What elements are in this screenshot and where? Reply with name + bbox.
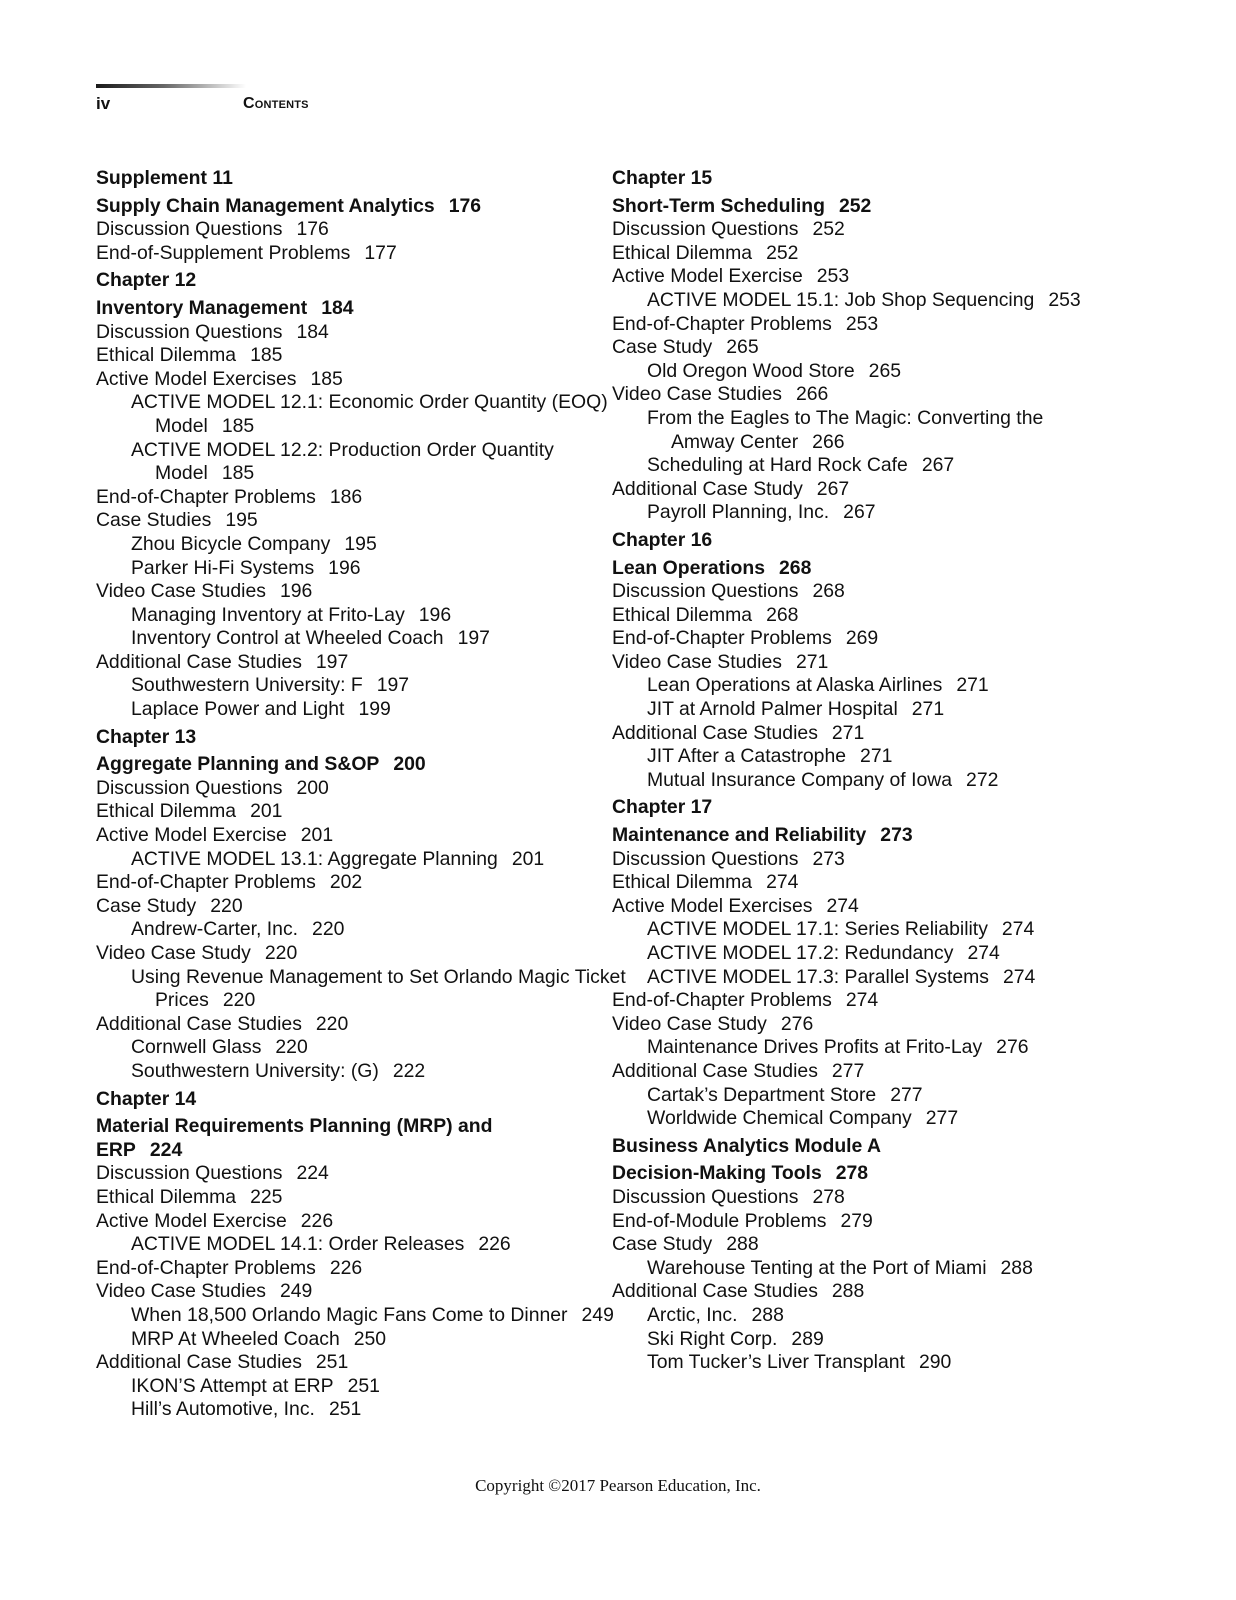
toc-entry-text: Ski Right Corp. <box>647 1327 778 1350</box>
toc-page-number: 220 <box>312 918 345 941</box>
toc-page-number: 288 <box>726 1233 759 1256</box>
toc-page-number: 272 <box>966 768 999 791</box>
toc-entry-text: ACTIVE MODEL 13.1: Aggregate Planning <box>131 847 498 870</box>
toc-entry-text: Discussion Questions <box>612 580 799 603</box>
toc-entry <box>96 1210 606 1234</box>
toc-entry-text: End-of-Chapter Problems <box>612 312 832 335</box>
toc-page-number: 220 <box>264 942 298 964</box>
toc-entry-text: Video Case Studies <box>612 383 782 406</box>
toc-entry <box>96 580 606 604</box>
toc-entry-text: Active Model Exercise <box>96 824 287 847</box>
toc-entry <box>612 265 1172 289</box>
toc-entry-text: Ethical Dilemma <box>612 241 753 264</box>
toc-page-number: 266 <box>795 383 829 406</box>
toc-entry-text: Lean Operations <box>612 556 766 579</box>
toc-entry-text: Video Case Study <box>612 1012 767 1035</box>
toc-page-number: 196 <box>279 580 313 603</box>
toc-entry <box>96 651 606 675</box>
toc-entry-text: Ethical Dilemma <box>96 344 237 367</box>
toc-entry <box>612 1210 1172 1234</box>
toc-entry-text: Parker Hi-Fi Systems <box>131 556 315 579</box>
toc-page-number: 185 <box>250 344 283 367</box>
toc-page-number: 268 <box>779 556 812 579</box>
toc-entry <box>612 698 1172 722</box>
toc-entry <box>96 344 606 368</box>
toc-entry <box>612 313 1172 337</box>
toc-page-number: 274 <box>766 871 799 894</box>
toc-entry <box>612 966 1172 990</box>
toc-page-number: 274 <box>967 942 1000 964</box>
toc-entry-text: Short-Term Scheduling <box>612 194 825 217</box>
toc-entry-text: Additional Case Studies <box>96 1012 302 1035</box>
toc-entry <box>96 368 606 392</box>
toc-page-number: 276 <box>996 1036 1029 1059</box>
toc-entry-text: ACTIVE MODEL 17.1: Series Reliability <box>647 918 988 941</box>
toc-page-number: 267 <box>816 477 850 500</box>
toc-page-number: 224 <box>296 1162 329 1185</box>
toc-entry <box>96 604 606 628</box>
toc-page-number: 220 <box>222 989 256 1012</box>
toc-page-number: 197 <box>315 650 349 673</box>
toc-entry-text: Discussion Questions <box>96 218 283 241</box>
toc-section-heading <box>612 529 1172 553</box>
toc-page-number: 251 <box>315 1351 349 1374</box>
toc-page-number: 185 <box>310 367 343 390</box>
toc-page-number: 195 <box>225 509 258 532</box>
toc-entry-text: End-of-Module Problems <box>612 1209 827 1232</box>
toc-entry <box>612 383 1172 407</box>
toc-entry <box>96 942 606 966</box>
toc-entry-text: Video Case Studies <box>96 1280 266 1303</box>
toc-entry <box>612 1186 1172 1210</box>
toc-entry <box>96 871 606 895</box>
toc-entry <box>96 1304 630 1328</box>
toc-page-number: 288 <box>1000 1256 1033 1279</box>
toc-entry <box>96 800 606 824</box>
toc-entry-text: JIT After a Catastrophe <box>647 745 847 768</box>
toc-entry-text: Tom Tucker’s Liver Transplant <box>647 1351 905 1374</box>
toc-entry-text: ACTIVE MODEL 12.1: Economic Order Quantity (EOQ) Model <box>131 391 608 437</box>
toc-entry-text: Additional Case Study <box>612 477 803 500</box>
toc-page-number: 278 <box>835 1162 869 1185</box>
toc-entry-text: Southwestern University: (G) <box>131 1059 379 1082</box>
toc-page-number: 251 <box>347 1374 380 1397</box>
toc-entry <box>96 391 630 438</box>
toc-entry <box>96 1375 606 1399</box>
toc-entry-text: Additional Case Studies <box>612 1059 818 1082</box>
toc-page-number: 196 <box>328 556 361 579</box>
toc-entry-text: Decision-Making Tools <box>612 1162 822 1185</box>
toc-page-number: 252 <box>766 241 799 264</box>
toc-section-heading <box>96 269 606 293</box>
toc-entry-text: Additional Case Studies <box>96 1351 302 1374</box>
toc-entry-text: Case Study <box>96 894 197 917</box>
toc-entry <box>96 218 606 242</box>
toc-entry <box>96 918 606 942</box>
toc-entry <box>96 1328 606 1352</box>
toc-page-number: 266 <box>812 430 845 453</box>
toc-page-number: 274 <box>1001 918 1035 941</box>
toc-page-number: 289 <box>791 1327 824 1350</box>
toc-entry-text: Case Study <box>612 336 713 359</box>
toc-entry <box>96 895 606 919</box>
toc-page-number: 274 <box>1002 965 1036 988</box>
toc-page-number: 197 <box>376 674 410 697</box>
toc-page-number: 186 <box>329 485 363 508</box>
toc-entry <box>96 627 606 651</box>
toc-entry-text: Andrew-Carter, Inc. <box>131 918 299 941</box>
toc-page-number: 271 <box>831 721 865 744</box>
toc-entry <box>612 989 1172 1013</box>
toc-chapter-title <box>96 1115 516 1162</box>
running-head: Contents <box>243 95 309 112</box>
toc-page-number: 222 <box>392 1059 426 1082</box>
toc-page-number: 267 <box>921 454 955 477</box>
toc-chapter-title <box>612 1162 1172 1186</box>
toc-entry <box>612 722 1172 746</box>
toc-entry-text: Video Case Study <box>96 942 251 964</box>
toc-entry <box>612 1328 1172 1352</box>
toc-page-number: 176 <box>448 194 482 217</box>
toc-entry-text: Zhou Bicycle Company <box>131 532 331 555</box>
toc-entry-text: Active Model Exercises <box>612 894 813 917</box>
toc-page-number: 249 <box>581 1303 614 1326</box>
toc-chapter-title <box>612 195 1172 219</box>
toc-entry <box>612 918 1172 942</box>
toc-entry <box>612 769 1172 793</box>
toc-page-number: 273 <box>880 824 913 847</box>
toc-entry-text: Inventory Control at Wheeled Coach <box>131 627 444 650</box>
toc-page-number: 252 <box>838 194 872 217</box>
toc-entry-text: Maintenance and Reliability <box>612 824 867 847</box>
toc-entry <box>612 1233 1172 1257</box>
toc-entry <box>612 1304 1172 1328</box>
toc-entry <box>96 966 630 1013</box>
toc-entry-text: Chapter 14 <box>96 1087 197 1110</box>
toc-section-heading <box>612 167 1172 191</box>
toc-entry <box>96 1186 606 1210</box>
toc-entry-text: Supplement 11 <box>96 167 233 189</box>
toc-page-number: 176 <box>296 218 329 241</box>
toc-entry-text: Chapter 15 <box>612 167 713 189</box>
toc-page-number: 288 <box>751 1303 784 1326</box>
toc-entry-text: ACTIVE MODEL 17.2: Redundancy <box>647 942 954 964</box>
toc-entry <box>612 651 1172 675</box>
toc-entry-text: Ethical Dilemma <box>612 603 753 626</box>
toc-entry <box>612 407 1111 454</box>
toc-page-number: 185 <box>221 462 255 485</box>
toc-entry-text: JIT at Arnold Palmer Hospital <box>647 698 898 721</box>
toc-entry-text: Chapter 16 <box>612 528 713 551</box>
toc-page-number: 220 <box>315 1012 349 1035</box>
toc-page-number: 250 <box>353 1327 387 1350</box>
toc-entry-text: Ethical Dilemma <box>96 800 237 823</box>
toc-chapter-title <box>612 557 1172 581</box>
toc-entry <box>612 1107 1172 1131</box>
toc-entry-text: Scheduling at Hard Rock Cafe <box>647 454 908 477</box>
toc-entry-text: MRP At Wheeled Coach <box>131 1327 340 1350</box>
toc-section-heading <box>96 1088 606 1112</box>
toc-entry-text: Video Case Studies <box>96 580 266 603</box>
toc-page-number: 220 <box>275 1036 308 1059</box>
toc-page-number: 197 <box>457 627 490 650</box>
toc-entry-text: Supply Chain Management Analytics <box>96 194 435 217</box>
toc-page-number: 201 <box>300 824 334 847</box>
toc-entry-text: End-of-Chapter Problems <box>612 627 832 650</box>
toc-entry-text: Discussion Questions <box>612 1185 799 1208</box>
toc-entry-text: ACTIVE MODEL 12.2: Production Order Quantity Model <box>131 438 554 485</box>
toc-entry-text: Southwestern University: F <box>131 674 363 697</box>
toc-entry-text: Active Model Exercise <box>612 265 803 288</box>
toc-chapter-title <box>96 195 606 219</box>
toc-entry-text: Additional Case Studies <box>96 650 302 673</box>
toc-entry-text: Active Model Exercises <box>96 367 297 390</box>
toc-page-number: 253 <box>816 265 850 288</box>
toc-page-number: 271 <box>956 674 989 697</box>
toc-page-number: 271 <box>860 745 893 768</box>
toc-entry-text: Chapter 17 <box>612 796 713 819</box>
toc-entry-text: Aggregate Planning and S&OP <box>96 753 380 776</box>
toc-page-number: 277 <box>890 1083 923 1106</box>
toc-page-number: 253 <box>1048 288 1081 311</box>
toc-entry <box>612 360 1172 384</box>
toc-page-number: 271 <box>795 650 829 673</box>
toc-page-number: 201 <box>250 800 283 823</box>
toc-entry-text: End-of-Chapter Problems <box>96 871 316 894</box>
toc-section-heading <box>96 726 606 750</box>
toc-entry <box>612 580 1172 604</box>
toc-entry <box>96 1233 606 1257</box>
toc-entry <box>96 242 606 266</box>
toc-page-number: 276 <box>780 1012 814 1035</box>
toc-entry-text: End-of-Chapter Problems <box>612 989 832 1012</box>
toc-entry <box>96 1013 606 1037</box>
toc-page-number: 277 <box>925 1107 959 1130</box>
toc-page-number: 184 <box>296 320 329 343</box>
toc-entry <box>612 674 1172 698</box>
toc-page-number: 224 <box>149 1138 183 1161</box>
toc-page-number: 202 <box>329 871 363 894</box>
toc-page-number: 278 <box>812 1185 845 1208</box>
toc-entry <box>96 674 606 698</box>
toc-entry <box>612 745 1172 769</box>
toc-section-heading <box>612 796 1172 820</box>
toc-entry <box>612 604 1172 628</box>
toc-page-number: 271 <box>911 698 945 721</box>
toc-entry-text: End-of-Chapter Problems <box>96 485 316 508</box>
toc-page-number: 274 <box>826 894 859 917</box>
toc-entry-text: End-of-Chapter Problems <box>96 1256 316 1279</box>
toc-entry <box>612 1060 1172 1084</box>
toc-section-heading <box>96 167 606 191</box>
toc-page-number: 200 <box>296 776 329 799</box>
toc-entry-text: IKON’S Attempt at ERP <box>131 1374 334 1397</box>
toc-page-number: 268 <box>766 603 799 626</box>
toc-entry-text: Ethical Dilemma <box>96 1185 237 1208</box>
toc-entry-text: Arctic, Inc. <box>647 1303 738 1326</box>
toc-entry-text: Discussion Questions <box>96 1162 283 1185</box>
toc-entry-text: Ethical Dilemma <box>612 871 753 894</box>
toc-entry-text: Material Requirements Planning (MRP) and ERP <box>96 1115 493 1161</box>
toc-entry-text: From the Eagles to The Magic: Converting the Amway Center <box>647 406 1044 453</box>
toc-entry-text: Additional Case Studies <box>612 721 818 744</box>
toc-entry-text: Maintenance Drives Profits at Frito-Lay <box>647 1036 983 1059</box>
toc-entry <box>612 1036 1172 1060</box>
toc-page-number: 185 <box>221 414 255 437</box>
toc-entry-text: Discussion Questions <box>96 320 283 343</box>
toc-entry-text: Worldwide Chemical Company <box>647 1107 912 1130</box>
header-rule <box>96 84 246 88</box>
toc-entry-text: When 18,500 Orlando Magic Fans Come to Dinner <box>131 1303 568 1326</box>
toc-entry <box>612 848 1172 872</box>
toc-entry <box>96 533 606 557</box>
toc-entry <box>96 321 606 345</box>
toc-entry-text: ACTIVE MODEL 17.3: Parallel Systems <box>647 965 989 988</box>
toc-page-number: 267 <box>843 501 876 524</box>
toc-entry-text: End-of-Supplement Problems <box>96 241 351 264</box>
toc-page-number: 184 <box>321 296 354 319</box>
toc-page-number: 269 <box>845 627 879 650</box>
toc-page-number: 251 <box>328 1398 362 1421</box>
toc-entry <box>96 777 606 801</box>
toc-entry <box>96 509 606 533</box>
toc-chapter-title <box>612 824 1172 848</box>
toc-entry <box>612 895 1172 919</box>
toc-page-number: 252 <box>812 218 845 241</box>
toc-entry-text: Discussion Questions <box>612 218 799 241</box>
toc-entry <box>612 1351 1172 1375</box>
toc-entry <box>612 627 1172 651</box>
toc-entry-text: Hill’s Automotive, Inc. <box>131 1398 315 1421</box>
toc-entry-text: Lean Operations at Alaska Airlines <box>647 674 943 697</box>
toc-entry-text: Video Case Studies <box>612 650 782 673</box>
toc-page-number: 177 <box>364 241 397 264</box>
toc-entry-text: Warehouse Tenting at the Port of Miami <box>647 1256 987 1279</box>
toc-entry-text: ACTIVE MODEL 15.1: Job Shop Sequencing <box>647 288 1035 311</box>
toc-entry <box>96 557 606 581</box>
toc-entry <box>96 698 606 722</box>
toc-entry-text: Business Analytics Module A <box>612 1134 882 1157</box>
toc-entry <box>96 824 606 848</box>
toc-chapter-title <box>96 753 606 777</box>
toc-left-column <box>96 163 626 1422</box>
toc-entry <box>96 1398 606 1422</box>
toc-page-number: 196 <box>418 603 452 626</box>
toc-entry-text: Chapter 12 <box>96 269 197 292</box>
toc-entry <box>612 289 1172 313</box>
toc-entry-text: Discussion Questions <box>612 847 799 870</box>
copyright-footer: Copyright ©2017 Pearson Education, Inc. <box>475 1476 761 1495</box>
toc-entry-text: Laplace Power and Light <box>131 698 345 721</box>
toc-entry <box>96 1257 606 1281</box>
toc-chapter-title <box>96 297 606 321</box>
toc-page-number: 273 <box>812 847 845 870</box>
toc-entry-text: Active Model Exercise <box>96 1209 287 1232</box>
toc-entry <box>612 336 1172 360</box>
toc-page-number: 265 <box>726 336 759 359</box>
toc-page-number: 200 <box>393 753 426 776</box>
toc-entry <box>96 848 606 872</box>
toc-page-number: 288 <box>831 1280 865 1303</box>
toc-entry <box>96 1036 606 1060</box>
toc-entry-text: Case Studies <box>96 509 212 532</box>
toc-page-number: 274 <box>845 989 879 1012</box>
toc-right-column <box>612 163 1172 1375</box>
toc-page-number: 265 <box>868 359 902 382</box>
page-number: iv <box>96 94 111 113</box>
toc-entry-text: Case Study <box>612 1233 713 1256</box>
toc-entry <box>96 1162 606 1186</box>
toc-entry-text: Discussion Questions <box>96 776 283 799</box>
toc-entry-text: Using Revenue Management to Set Orlando Magic Ticket Prices <box>131 965 626 1012</box>
toc-entry-text: Cartak’s Department Store <box>647 1083 877 1106</box>
toc-entry-text: Chapter 13 <box>96 725 197 748</box>
toc-entry <box>96 1280 606 1304</box>
toc-entry <box>96 1351 606 1375</box>
toc-page-number: 195 <box>344 532 377 555</box>
toc-page-number: 268 <box>812 580 845 603</box>
toc-entry <box>612 478 1172 502</box>
toc-page-number: 253 <box>845 312 879 335</box>
toc-page-number: 225 <box>250 1185 283 1208</box>
toc-page-number: 226 <box>300 1209 334 1232</box>
toc-entry <box>612 454 1172 478</box>
toc-page-number: 226 <box>329 1256 363 1279</box>
toc-page-number: 277 <box>831 1059 865 1082</box>
toc-entry-text: Additional Case Studies <box>612 1280 818 1303</box>
toc-entry <box>612 1257 1172 1281</box>
toc-entry <box>612 942 1172 966</box>
toc-entry-text: Inventory Management <box>96 296 308 319</box>
toc-entry <box>612 218 1172 242</box>
toc-page-number: 199 <box>358 698 391 721</box>
toc-entry-text: Mutual Insurance Company of Iowa <box>647 768 953 791</box>
toc-page-number: 290 <box>918 1351 952 1374</box>
toc-page-number: 220 <box>210 894 243 917</box>
toc-entry <box>96 1060 606 1084</box>
toc-entry <box>612 1084 1172 1108</box>
toc-page-number: 249 <box>279 1280 313 1303</box>
toc-entry <box>612 501 1172 525</box>
toc-section-heading <box>612 1135 1172 1159</box>
toc-entry-text: Managing Inventory at Frito-Lay <box>131 603 405 626</box>
toc-entry <box>612 871 1172 895</box>
toc-entry-text: Cornwell Glass <box>131 1036 262 1059</box>
toc-entry-text: ACTIVE MODEL 14.1: Order Releases <box>131 1233 465 1256</box>
toc-entry <box>612 1280 1172 1304</box>
toc-entry-text: Old Oregon Wood Store <box>647 359 855 382</box>
toc-entry <box>612 1013 1172 1037</box>
toc-entry <box>96 439 630 486</box>
toc-page-number: 226 <box>478 1233 511 1256</box>
toc-entry <box>612 242 1172 266</box>
toc-entry <box>96 486 606 510</box>
toc-entry-text: Payroll Planning, Inc. <box>647 501 830 524</box>
toc-page-number: 201 <box>511 847 545 870</box>
toc-page-number: 279 <box>840 1209 873 1232</box>
